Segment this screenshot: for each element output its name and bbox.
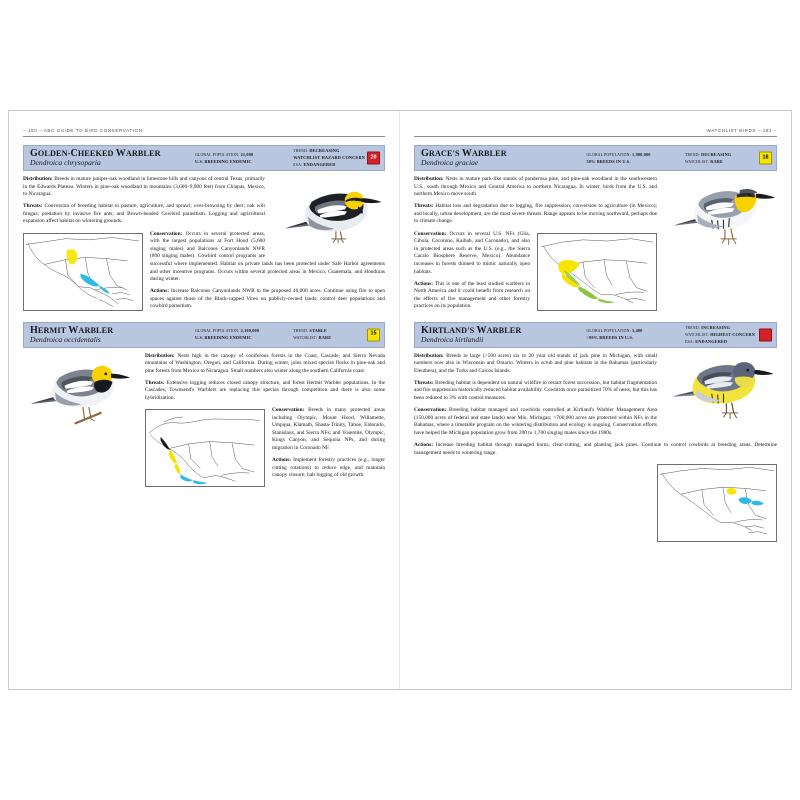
species-entry-kirtlands-warbler xyxy=(414,322,777,545)
section-text: Nests high in the canopy of coniferous forests in the Coast, Cascade, and Sierra Nevada mountains of Washington, Oregon, and California. During winter, joins mixed species flocks in pine-oak and pine forests from Mexico to Nicaragua. Small numbers also winter along the southern California coast. xyxy=(145,352,385,374)
section-text: Increase Balcones Canyonlands NWR to the proposed 46,000 acres. Continue using fire to open spaces against those of the Black-capped Vireo on publicly-owned lands; control deer populations and cowbird parasitism. xyxy=(150,288,385,310)
species-body xyxy=(414,353,777,545)
species-status xyxy=(685,148,759,168)
status-badge xyxy=(759,328,772,341)
running-head-right: WATCHLIST BIRDS – 181 – xyxy=(706,128,777,133)
section-actions xyxy=(414,442,777,457)
section-heading: Conservation: xyxy=(414,407,447,414)
bird-illustration-graces-warbler xyxy=(663,174,781,252)
stat-line: GLOBAL POPULATION: 21,000 xyxy=(194,151,254,157)
species-entry-hermit-warbler xyxy=(23,322,385,491)
stat-line: GLOBAL POPULATION: 2,100,000 xyxy=(194,328,260,333)
species-body xyxy=(23,176,385,316)
running-head-left: – 180 – ABC GUIDE TO BIRD CONSERVATION xyxy=(23,128,143,133)
section-heading: Distribution: xyxy=(414,352,444,359)
stat-line: >99% BREEDS IN U.S. xyxy=(586,335,634,340)
section-heading: Conservation: xyxy=(272,407,305,414)
species-common-name: GRACE'S WARBLER xyxy=(421,148,507,159)
running-head-rule xyxy=(23,136,385,137)
species-scientific-name: Dendroica chrysoparia xyxy=(30,158,101,167)
range-map-golden-cheeked-warbler xyxy=(23,233,143,311)
section-heading: Actions: xyxy=(414,441,433,448)
species-scientific-name: Dendroica graciae xyxy=(421,158,479,167)
stat-line: U.S. BREEDING ENDEMIC xyxy=(194,158,252,164)
species-body xyxy=(23,353,385,491)
section-text: Occurs in several protected areas, with the largest populations at Fort Hood (5,600 singing males) and Balcones Canyonlands NWR (800 singing males). Cowbird control programs are successful where implemented. Habitat on private lands has been protected under Safe Harbor agreements and other incentive programs. Occurs within several protected areas in Mexico, Guatemala, and Honduras during winter. xyxy=(150,230,385,283)
species-header-bar xyxy=(23,322,385,348)
status-badge: 20 xyxy=(367,152,380,165)
stat-line: GLOBAL POPULATION: 3,400 xyxy=(586,328,643,333)
book-spread xyxy=(8,110,792,690)
status-line: TREND: INCREASING xyxy=(684,324,731,330)
section-text: Breeding habitat managed and cowbirds controlled at Kirtland's Warbler Management Area (150,000 acres of federal and state lands) near Mio, Michigan; >700,000 acres are protected within NFs in the Bahamas, where a timetable program on the wintering distribution and ecology is ongoing. Conservation efforts have helped the Michigan population grow from 200 to 1,700 singing males since the 1980s. xyxy=(414,407,657,436)
section-heading: Threats: xyxy=(23,203,43,210)
section-text: Implement forestry practices (e.g., longer cutting rotations) to reduce edge, and maintain canopy closure; halt logging of old growth. xyxy=(272,457,385,479)
species-common-name: HERMIT WARBLER xyxy=(30,324,114,336)
species-status xyxy=(685,325,759,345)
section-heading: Actions: xyxy=(272,457,291,464)
status-line: WATCHLIST: RARE xyxy=(684,158,723,164)
status-line: WATCHLIST: RARE xyxy=(293,335,332,340)
bird-illustration-golden-cheeked-warbler xyxy=(271,174,389,252)
species-names xyxy=(30,325,195,345)
species-scientific-name: Dendroica kirtlandii xyxy=(421,334,484,344)
species-stats xyxy=(586,148,685,168)
stat-line: U.S. BREEDING ENDEMIC xyxy=(194,335,252,340)
section-text: This is one of the least studied warblers in North America and it could benefit from research on the effects of fire management and other forestry practices on its population. xyxy=(414,280,530,310)
bird-illustration-hermit-warbler xyxy=(21,351,139,429)
species-scientific-name: Dendroica occidentalis xyxy=(30,334,101,344)
status-line: TREND: DECREASING xyxy=(684,151,732,157)
section-text: Breeds in mature juniper-oak woodland in limestone hills and canyons of central Texas, primarily in the Edwards Plateau. Winters in pine-oak woodland in mountains (3,600–9,800 feet) from Chiapas, Mexico, to Nicaragua. xyxy=(23,176,265,198)
status-line: TREND: DECREASING xyxy=(293,148,340,153)
species-header-bar xyxy=(414,145,777,171)
species-entry-graces-warbler xyxy=(414,145,777,316)
species-common-name: GOLDEN-CHEEKED WARBLER xyxy=(30,148,161,159)
species-status xyxy=(293,325,367,345)
running-head-rule xyxy=(414,136,777,137)
section-heading: Actions: xyxy=(150,288,169,295)
section-heading: Threats: xyxy=(414,203,434,210)
status-badge: 15 xyxy=(367,328,380,341)
species-names xyxy=(421,325,586,345)
species-status xyxy=(293,148,367,168)
left-page xyxy=(9,111,400,689)
range-map-hermit-warbler xyxy=(145,409,265,487)
section-text: Occurs in several U.S. NFs (Gila, Cibola, Coconino, Kaibab, and Coronado), and also in protected areas such as the U.S. (e.g., the Sierra Cacalo Biosphere Reserve, Mexico). Abundance increases in forests thinned to mimic naturally open habitats. xyxy=(414,230,530,275)
section-text: Breeds in many protected areas including Olympic, Mount Hood, Willamette, Umpqua, Klamath, Shasta-Trinity, Tahoe, Eldorado, Stanislaus, and Sierra NFs; and Yosemite, Olympic, Kings Canyon, and Sequoia NPs, and during migration in Coronado NF. xyxy=(272,407,385,452)
section-heading: Threats: xyxy=(414,379,434,386)
range-map-kirtlands-warbler xyxy=(657,464,777,542)
species-common-name: KIRTLAND'S WARBLER xyxy=(421,324,522,336)
section-text: Breeds in large (>500 acres) six to 20 year old stands of jack pine in Michigan, with small numbers now also in Wisconsin and Ontario. Winters in scrub and pine habitats in the Bahamas (particularly Eleuthera), and the Turks and Caicos Islands. xyxy=(414,352,657,374)
section-text: Increase breeding habitat through managed burns, clear-cutting, and planting jack pines. Continue to control cowbirds at breeding areas. Determine management needs to wintering range. xyxy=(414,441,777,456)
range-map-graces-warbler xyxy=(537,233,657,311)
stat-line: 50% BREEDS IN U.S. xyxy=(586,158,631,164)
section-heading: Distribution: xyxy=(145,352,175,359)
status-line: WATCHLIST HAZARD CONCERN xyxy=(293,155,365,160)
section-heading: Conservation: xyxy=(150,230,183,237)
section-heading: Threats: xyxy=(145,379,165,386)
section-heading: Conservation: xyxy=(414,230,447,237)
species-stats xyxy=(195,325,293,345)
section-text: Extensive logging reduces closed canopy structure, and forest Hermit Warbler populations. In the Cascades, Townsend's Warblers are replacing this species through competition and there is also some hybridization. xyxy=(145,379,385,401)
bird-illustration-kirtlands-warbler xyxy=(663,351,781,429)
section-text: Conversion of breeding habitat to pasture, agriculture, and sprawl; over-browsing by deer; oak wilt fungus; predation by invasive fire ants; and Brown-headed Cowbird parasitism. Logging and agricultural expansion affect habitat on wintering grounds. xyxy=(23,203,265,225)
section-heading: Actions: xyxy=(414,280,433,287)
status-line: ESA: ENDANGERED xyxy=(293,162,336,167)
status-line: TREND: STABLE xyxy=(293,328,327,333)
species-stats xyxy=(586,325,685,345)
species-names xyxy=(30,148,195,168)
species-body xyxy=(414,176,777,316)
stat-line: GLOBAL POPULATION: 1,900,000 xyxy=(586,151,651,157)
section-text: Nests in mature park-like stands of ponderosa pine, and pine-oak woodland in the southwestern U.S., south through Mexico and Central America to northern Nicaragua. In winter, birds from the U.S. and northern Mexico move south. xyxy=(414,176,657,198)
status-line: WATCHLIST: HIGHEST CONCERN xyxy=(684,331,755,337)
section-heading: Distribution: xyxy=(23,176,53,182)
species-names xyxy=(421,148,586,168)
section-text: Habitat loss and degradation due to logging, fire suppression; conversion to agriculture (in Mexico); and locally, urban development, are the most severe threats. Range appears to be moving northward, perhaps due to climate change. xyxy=(414,203,657,225)
species-stats xyxy=(195,148,293,168)
section-text: Breeding habitat is dependent on natural wildfire to restart forest succession, but habitat fragmentation and fire suppression historically reduced habitat availability. Cowbirds once parasitized 70% of nests, but this has been reduced to 3% with control measures. xyxy=(414,379,657,401)
species-header-bar xyxy=(23,145,385,171)
status-badge: 18 xyxy=(759,152,772,165)
section-heading: Distribution: xyxy=(414,176,444,182)
status-line: ESA: ENDANGERED xyxy=(684,338,728,344)
right-page xyxy=(400,111,791,689)
species-entry-golden-cheeked-warbler xyxy=(23,145,385,316)
species-header-bar xyxy=(414,322,777,348)
